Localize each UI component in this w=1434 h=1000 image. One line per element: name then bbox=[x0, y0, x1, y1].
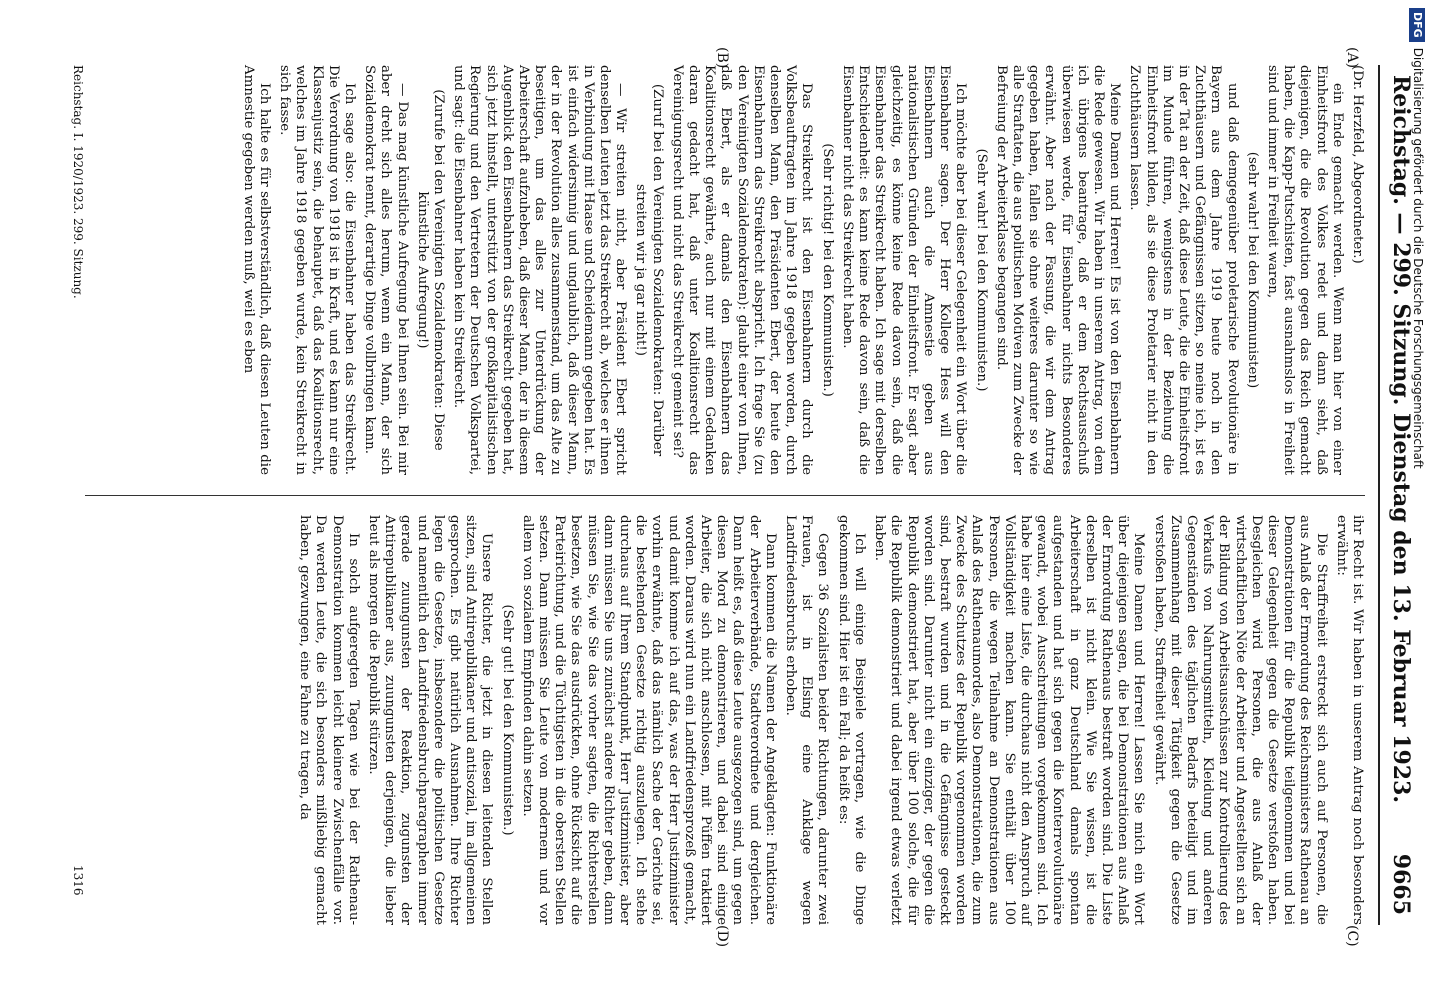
paragraph: In solch aufgeregten Tagen wie bei der Rathenau-Demonstration kommen leicht kleinere Zwischenfälle vor. Da werden Leute, die sich besonders mißliebig gemacht haben, gezwungen, eine Fahne zu tragen, da bbox=[297, 515, 361, 925]
column-divider bbox=[85, 495, 1365, 496]
interjection: (sehr wahr! bei den Kommunisten) bbox=[1244, 151, 1260, 389]
margin-marker-a: (A) bbox=[1344, 47, 1360, 69]
paragraph: Dann kommen die Namen der Angeklagten: Funktionäre der Arbeiterverbände, Stadtverordnete und dergleichen. Dann heißt es, daß diese Leute ausgezogen sind, um gegen diesen Mord zu demonstrieren, und dabei sind einige Arbeiter, die sich nicht anschlossen, mit Püffen traktiert worden. Daraus wird nun ein Landfriedensprozeß gemacht, und damit komme ich auf das, was der Herr Justizminister vorhin erwähnte, daß das nämlich Sache der Gerichte sei, die bestehenden Gesetze richtig auszulegen. Ich stehe durchaus auf Ihrem Standpunkt, Herr Justizminister, aber dann müssen Sie uns zunächst andere Richter geben, dann müssen Sie, wie Sie das vorher sagten, die Richterstellen besetzen, wie Sie das ausdrückten, ohne Rücksicht auf die Parteirichtung, und die Tüchtigsten in die obersten Stellen setzen. Dann müssen Sie Leute von modernem und vor allem von sozialem Empfinden dahin setzen. bbox=[519, 515, 778, 925]
paragraph: — Das mag künstliche Aufregung bei Ihnen sein. Bei mir aber dreht sich alles herum, wenn ein Mann, der sich Sozialdemokrat nennt, derartige Dinge vollbringen kann. bbox=[362, 65, 410, 475]
page-number: 9665 bbox=[1388, 853, 1414, 915]
paragraph: Ich will einige Beispiele vortragen, wie die Dinge gekommen sind. Hier ist ein Fall; da heißt es: bbox=[835, 515, 867, 925]
interjection: (Sehr wahr! bei den Kommunisten.) bbox=[973, 148, 989, 392]
paragraph: Ich halte es für selbstverständlich, daß diesen Leuten die Amnestie gegeben werden muß, weil es eben bbox=[240, 65, 272, 475]
right-column bbox=[292, 515, 1365, 925]
digitization-note: Digitalisierung gefördert durch die Deutsche Forschungsgemeinschaft bbox=[1411, 47, 1425, 469]
paragraph: und daß demgegenüber proletarische Revolutionäre in Bayern aus dem Jahre 1919 heute noch in den Zuchthäusern und Gefängnissen sitzen, so meine ich, ist es in der Tat an der Zeit, daß diese Leute, die die Einheitsfront im Munde führen, wenigstens in der Beziehung die Einheitsfront bilden, als sie diese Proletarier nicht in den Zuchthäusern lassen. bbox=[1127, 65, 1240, 475]
paragraph: Die Straffreiheit erstreckt sich auch auf Personen, die aus Anlaß der Ermordung des Reichsministers Rathenau an Demonstrationen für die Republik teilgenommen und bei dieser Gelegenheit gegen die Gesetze verstoßen haben. Desgleichen wird Personen, die aus Anlaß der wirtschaftlichen Nöte der Arbeiter und Angestellten sich an der Bildung von Arbeitsausschüssen zur Kontrollierung des Verkaufs von Nahrungsmitteln, Kleidung und anderen Gegenständen des täglichen Bedarfs beteiligt und im Zusammenhang mit dieser Tätigkeit gegen die Gesetze verstoßen haben, Straffreiheit gewährt. bbox=[1151, 515, 1329, 925]
paragraph: Ich sage also: die Eisenbahner haben das Streikrecht. Die Verordnung von 1918 ist in Kraft, und es kann nur eine Klassenjustiz sein, die behauptet, daß das Koalitionsrecht, welches im Jahre 1918 gegeben wurde, kein Streikrecht in sich fasse. bbox=[277, 65, 358, 475]
paragraph: Ich möchte aber bei dieser Gelegenheit ein Wort über die Eisenbahner sagen. Der Herr Kollege Hess will den Eisenbahnern auch die Amnestie geben aus nationalistischen Gründen der Einheitsfront. Er sagt aber gleichzeitig, es könne keine Rede davon sein, daß die Eisenbahner das Streikrecht haben. Ich sage mit derselben Entschiedenheit: es kann keine Rede davon sein, daß die Eisenbahner nicht das Streikrecht haben. bbox=[839, 65, 969, 475]
paragraph: Meine Damen und Herren! Lassen Sie mich ein Wort über diejenigen sagen, die bei Demonstrationen aus Anlaß der Ermordung Rathenaus bestraft worden sind. Die Liste derselben ist nicht klein. Wie Sie wissen, ist die Arbeiterschaft in ganz Deutschland damals spontan aufgestanden und hat sich gegen die Konterrevolutionäre gewandt, wobei Ausschreitungen vorgekommen sind. Ich habe hier eine Liste, die durchaus nicht den Anspruch auf Vollständigkeit machen kann. Sie enthält über 100 Personen, die wegen Teilnahme an Demonstrationen aus Anlaß des Rathenaumordes, also Demonstrationen, die zum Zwecke des Schutzes der Republik vorgenommen worden sind, bestraft wurden und in die Gefängnisse gesteckt worden sind. Darunter nicht ein einziger, der gegen die Republik demonstriert hat, aber über 100 solche, die für die Republik demonstriert und dabei irgend etwas verletzt haben. bbox=[872, 515, 1147, 925]
paragraph: — Wir streiten nicht, aber Präsident Ebert spricht denselben Leuten jetzt das Streikrecht ab, welches er ihnen in Verbindung mit Haase und Scheidemann gegeben hat. Es ist einfach widersinnig und unglaublich, daß dieser Mann, der in der Revolution alles zusammenstand, um das Alte zu beseitigen, um das alles zur Unterdrückung der Arbeiterschaft aufzuheben, daß dieser Mann, der in diesem Augenblick den Eisenbahnern das Streikrecht gegeben hat, sich jetzt hinstellt, unterstützt von der großkapitalistischen Regierung und den Vertretern der Deutschen Volkspartei, und sagt: die Eisenbahner haben kein Streikrecht. bbox=[451, 65, 629, 475]
paragraph: ihr Recht ist. Wir haben in unserem Antrag noch besonders erwähnt: bbox=[1333, 515, 1365, 925]
paragraph: Unsere Richter, die jetzt in diesen leitenden Stellen sitzen, sind Antirepublikaner und antisozial, im allgemeinen gesprochen. Es gibt natürlich Ausnahmen. Ihre Richter legen die Gesetze, insbesondere die politischen Gesetze und namentlich den Landfriedensbruchparagraphen immer gerade zuungunsten der Reaktion, zugunsten der Antirepublikaner aus, zuungunsten derjenigen, die lieber heut als morgen die Republik stürzen. bbox=[366, 515, 495, 925]
left-column bbox=[236, 65, 1365, 475]
margin-marker-c: (C) bbox=[1344, 925, 1360, 947]
header-title: Reichstag. — 299. Sitzung. Dienstag den 13. Februar 1923. bbox=[1388, 75, 1414, 804]
dfg-logo: DFG bbox=[1409, 8, 1425, 42]
paragraph: ein Ende gemacht werden. Wenn man hier von einer Einheitsfront des Volkes redet und dann sieht, daß diejenigen, die die Revolution gegen das Reich gemacht haben, die Kapp-Putschisten, fast ausnahmslos in Freiheit sind und immer in Freiheit waren, bbox=[1264, 65, 1345, 475]
digitization-stamp bbox=[1405, 8, 1431, 992]
interjection: (Sehr richtig! bei den Kommunisten.) bbox=[819, 143, 835, 397]
paragraph: (Dr. Herzfeld, Abgeordneter.) bbox=[1350, 65, 1365, 264]
document-page bbox=[60, 45, 1420, 948]
interjection: (Zuruf bei den Vereinigten Sozialdemokraten: Darüber streiten wir ja gar nicht!) bbox=[633, 83, 665, 457]
paragraph: Meine Damen und Herren! Es ist von den Eisenbahnern die Rede gewesen. Wir haben in unserem Antrag, von dem ich übrigens beantrage, daß er dem Rechtsausschuß überwiesen werde, für Eisenbahner nichts Besonderes erwähnt. Aber nach der Fassung, die wir dem Antrag gegeben haben, fallen sie ohne weiteres darunter so wie alle Straftaten, die aus politischen Motiven zum Zwecke der Befreiung der Arbeiterklasse begangen sind. bbox=[993, 65, 1123, 475]
paragraph: Das Streikrecht ist den Eisenbahnern durch die Volksbeauftragten im Jahre 1918 gegeben worden, durch denselben Mann, den Präsidenten Ebert, der heute den Eisenbahnern das Streikrecht abspricht. Ich frage Sie (zu den Vereinigten Sozialdemokraten): glaubt einer von Ihnen, daß Ebert, als er damals den Eisenbahnern das Koalitionsrecht gewährte, auch nur mit einem Gedanken daran gedacht hat, daß unter Koalitionsrecht das Vereinigungsrecht und nicht das Streikrecht gemeint sei? bbox=[669, 65, 815, 475]
margin-marker-d: (D) bbox=[714, 925, 730, 948]
interjection: (Sehr gut! bei den Kommunisten.) bbox=[499, 604, 515, 836]
paragraph: Gegen 36 Sozialisten beider Richtungen, darunter zwei Frauen, ist in Elsing eine Anklage wegen Landfriedensbruchs erhoben. bbox=[783, 515, 831, 925]
interjection: (Zurufe bei den Vereinigten Sozialdemokraten: Diese künstliche Aufregung!) bbox=[414, 89, 447, 451]
footer-page-code: 1316 bbox=[71, 865, 85, 896]
margin-marker-b: (B) bbox=[714, 47, 730, 69]
footer-left: Reichstag. I. 1920/1923. 299. Sitzung. bbox=[71, 65, 85, 299]
